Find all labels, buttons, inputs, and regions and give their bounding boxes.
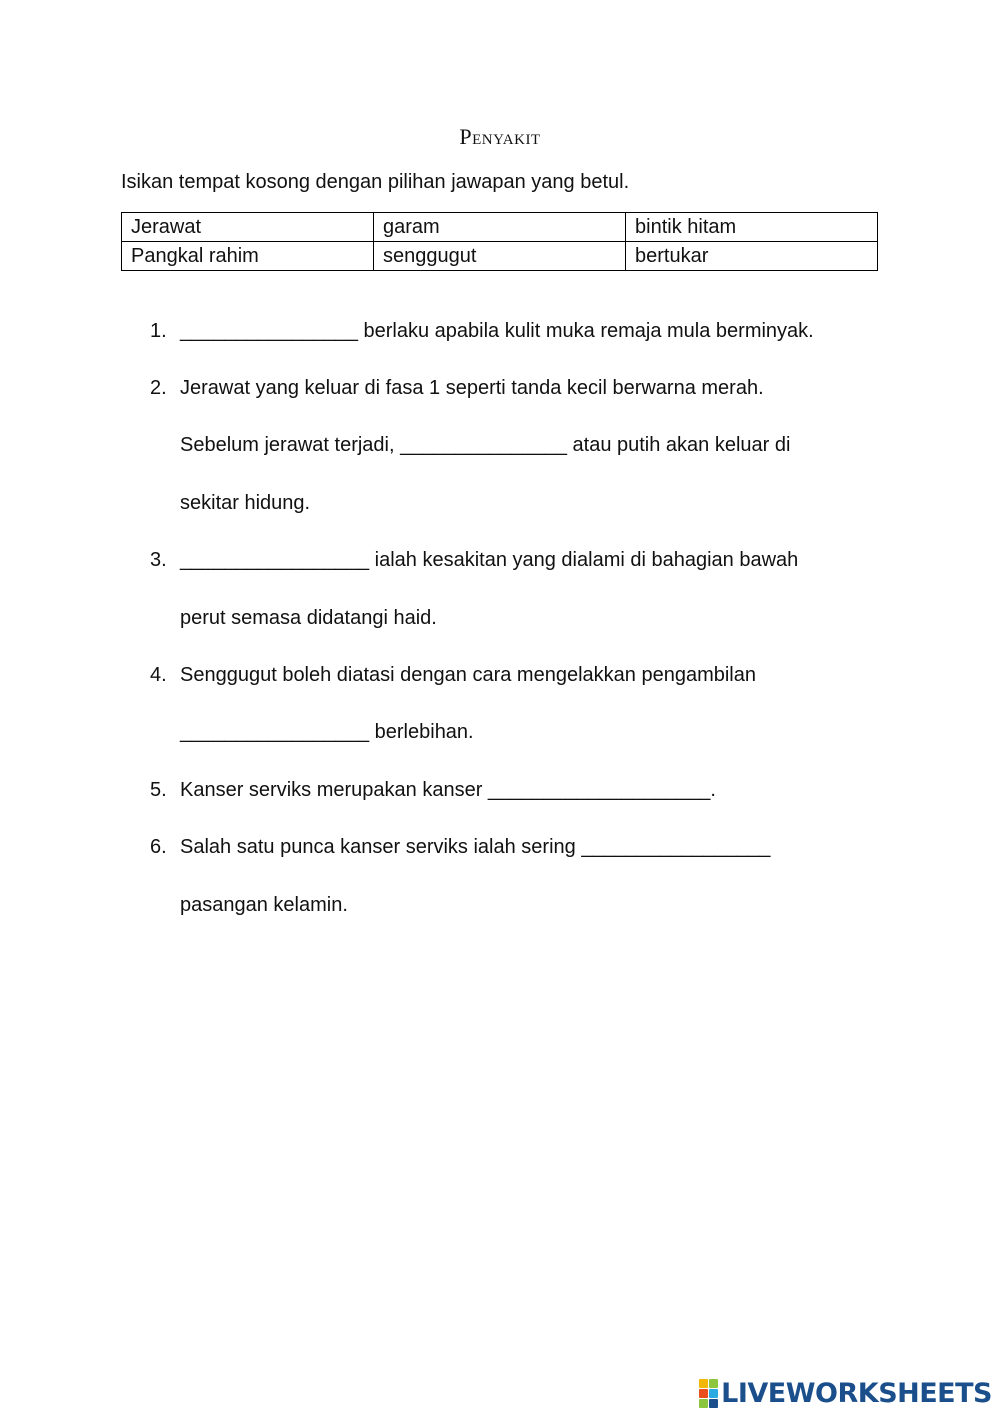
question-line: _________________ ialah kesakitan yang dialami di bahagian bawah (180, 549, 799, 571)
liveworksheets-logo-icon (699, 1379, 718, 1408)
question-line: Kanser serviks merupakan kanser ____________________. (180, 779, 716, 801)
question-line: perut semasa didatangi haid. (180, 607, 437, 629)
question-line: ________________ berlaku apabila kulit muka remaja mula berminyak. (180, 320, 814, 342)
table-row (122, 242, 878, 271)
question-number: 1. (150, 320, 167, 342)
question-2 (150, 374, 890, 402)
choice-cell: Pangkal rahim (122, 242, 374, 271)
worksheet-title: Penyakit (459, 124, 541, 149)
question-line: Sebelum jerawat terjadi, _______________ atau putih akan keluar di (180, 434, 791, 456)
question-number: 6. (150, 836, 167, 858)
question-line: sekitar hidung. (180, 492, 311, 514)
question-line: _________________ berlebihan. (180, 721, 474, 743)
choice-cell: Jerawat (122, 213, 374, 242)
question-1 (150, 317, 890, 345)
question-line: pasangan kelamin. (180, 894, 348, 916)
question-number: 5. (150, 779, 167, 801)
brand-name: LIVEWORKSHEETS (721, 1377, 992, 1409)
choice-cell: senggugut (374, 242, 626, 271)
question-number: 3. (150, 549, 167, 571)
liveworksheets-logo (699, 1376, 992, 1410)
answer-choices-table (121, 212, 878, 271)
question-number: 2. (150, 377, 167, 399)
question-5 (150, 776, 890, 804)
choice-cell: bertukar (626, 242, 878, 271)
question-3 (150, 546, 890, 574)
choice-cell: garam (374, 213, 626, 242)
instruction-text: Isikan tempat kosong dengan pilihan jawapan yang betul. (121, 171, 630, 193)
question-4 (150, 661, 890, 689)
choice-cell: bintik hitam (626, 213, 878, 242)
question-line: Salah satu punca kanser serviks ialah sering _________________ (180, 836, 771, 858)
question-number: 4. (150, 664, 167, 686)
question-line: Jerawat yang keluar di fasa 1 seperti tanda kecil berwarna merah. (180, 377, 764, 399)
question-line: Senggugut boleh diatasi dengan cara mengelakkan pengambilan (180, 664, 756, 686)
question-6 (150, 833, 890, 861)
table-row (122, 213, 878, 242)
